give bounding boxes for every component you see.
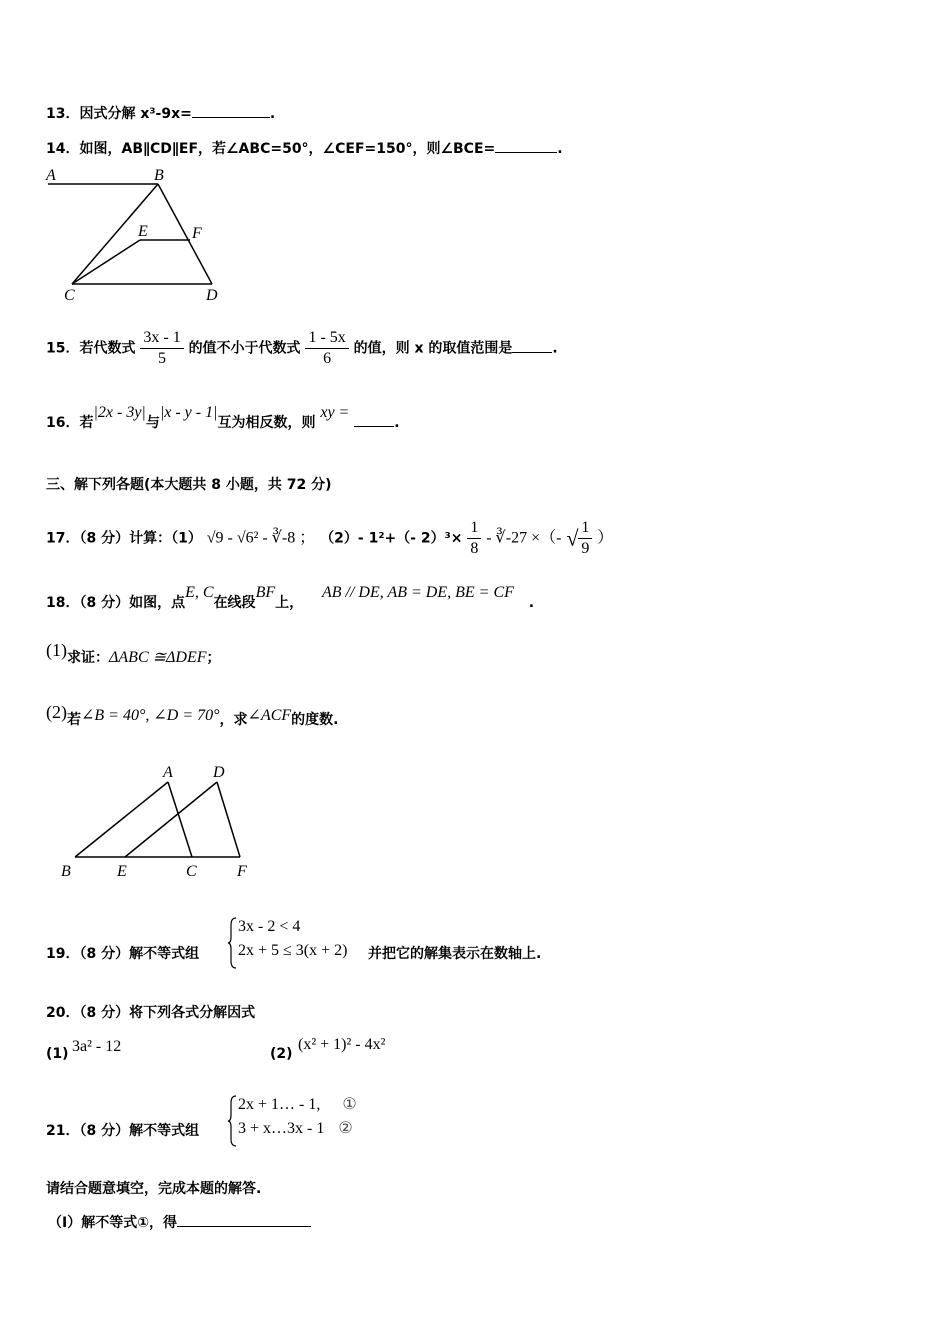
q18-points: E, C [185,584,214,601]
q19-suffix: 并把它的解集表示在数轴上. [368,946,542,962]
q18-mid: 在线段 [213,595,256,611]
q14-label-d: D [206,287,218,304]
q18-label-a: A [163,764,173,781]
q19-line-2: 2x + 5 ≤ 3(x + 2) [238,942,348,959]
q18-label-b: B [61,863,71,880]
q19-system [228,915,347,963]
q20-title: 20．（8 分）将下列各式分解因式 [46,1005,256,1021]
q13-answer-blank[interactable] [192,105,270,118]
q16-expr-1: |2x - 3y| [93,404,146,421]
q17-prefix: 17．（8 分）计算：（1） [46,530,202,547]
q18-p2-end: 的度数. [291,712,339,728]
q14-label-b: B [154,167,164,184]
q17-fraction: $\frac{1}{8}$ [467,518,481,559]
q17-part-2a: - 1²+（- 2）³× [357,530,463,547]
q16-mid-2: 互为相反数，则 [217,415,316,431]
q21-line-2: 3 + x…3x - 1 [238,1120,325,1137]
q18-prefix: 18．（8 分）如图，点 [46,595,186,611]
q18-part-2 [46,702,339,729]
q15-fraction-2: $\frac{1 - 5x}{6}$ [305,328,348,369]
q18-p2-text: 若 [67,712,81,728]
q14-answer-blank[interactable] [495,140,557,153]
q18-p2-mid: ，求 [219,712,248,728]
q18-p1-math: ΔABC ≅ΔDEF [109,649,207,666]
question-15: 15．若代数式 $\frac{3x - 1}{5}$ 的值不小于代数式 $\frac{1 - 5x}{6}$ 的值，则 x 的取值范围是 . [46,329,558,367]
q18-mid-2: 上， [275,595,304,611]
question-13: 13．因式分解 x³-9x= . [46,106,276,122]
q17-part-1: √9 - √6² - ∛-8 ； [206,529,316,547]
q15-answer-blank[interactable] [512,340,552,353]
q20-part-2: (x² + 1)² - 4x² [298,1036,386,1053]
left-brace-icon [228,917,238,969]
sub1-text: （I）解不等式①，得 [48,1215,178,1231]
q18-p2-math-2: ∠ACF [247,707,292,724]
q14-label-f: F [192,225,202,242]
q18-p1-end: ； [206,650,221,666]
q14-label-a: A [46,167,56,184]
question-17 [46,518,613,559]
q14-label-c: C [64,287,75,304]
q17-part-2-label: （2） [320,530,358,547]
q16-expr-3: xy = [320,404,350,421]
q18-label-f: F [237,863,247,880]
q18-end: . [528,595,535,611]
q18-p1-text: 求证： [67,650,109,666]
q18-segment: BF [255,584,276,601]
question-18 [46,584,535,612]
section-3-title: 三、解下列各题(本大题共 8 小题，共 72 分) [46,477,332,493]
q16-answer-blank[interactable] [354,414,394,427]
q19-line-1: 3x - 2 < 4 [238,918,301,935]
left-brace-icon [228,1095,238,1147]
q18-p2-math: ∠B = 40°, ∠D = 70° [81,707,220,724]
q18-label-d: D [213,764,225,781]
instruction-text: 请结合题意填空，完成本题的解答. [46,1181,262,1197]
q15-fraction-1: $\frac{3x - 1}{5}$ [140,328,183,369]
q17-sqrt-fraction: $\frac{1}{9}$ [578,518,592,559]
q14-text: 14．如图，AB∥CD∥EF，若∠ABC=50°，∠CEF=150°，则∠BCE= [46,141,496,157]
q18-p2-number: (2) [46,702,67,722]
q17-part-2b: - ∛-27 ×（- [486,529,562,547]
question-14: 14．如图，AB∥CD∥EF，若∠ABC=50°，∠CEF=150°，则∠BCE= . [46,141,563,157]
sub-question-1 [48,1212,311,1232]
q15-mid: 的值不小于代数式 [188,340,301,357]
q16-mid-1: 与 [145,415,160,431]
q15-suffix: 的值，则 x 的取值范围是 [353,340,513,357]
q21-circled-1: ① [342,1096,357,1113]
q21-circled-2: ② [338,1120,353,1137]
q14-label-e: E [138,223,148,240]
q18-label-e: E [117,863,127,880]
q21-line-1: 2x + 1… - 1, [238,1096,321,1113]
q20-part-2-label: (2) [270,1046,293,1062]
q18-p1-number: (1) [46,640,67,660]
q18-condition: AB // DE, AB = DE, BE = CF [321,584,514,601]
q13-text: 13．因式分解 x³-9x= [46,106,192,122]
q14-figure [40,166,240,306]
q17-close: ） [597,529,614,547]
question-21-prefix: 21．（8 分）解不等式组 [46,1123,200,1139]
sqrt-icon: √ [566,525,579,551]
q18-part-1 [46,640,221,667]
q20-part-1-label: (1) [46,1046,69,1062]
q20-part-1: 3a² - 12 [72,1038,122,1055]
q15-prefix: 15．若代数式 [46,340,136,357]
q16-prefix: 16．若 [46,415,94,431]
question-19-prefix: 19．（8 分）解不等式组 [46,946,200,962]
q18-figure [55,760,265,885]
q18-label-c: C [186,863,197,880]
question-16: 16．若|2x - 3y|与|x - y - 1|互为相反数，则 xy = . [46,404,400,431]
q16-expr-2: |x - y - 1| [159,404,218,421]
sub1-answer-blank[interactable] [177,1214,311,1227]
q21-system [228,1093,357,1141]
